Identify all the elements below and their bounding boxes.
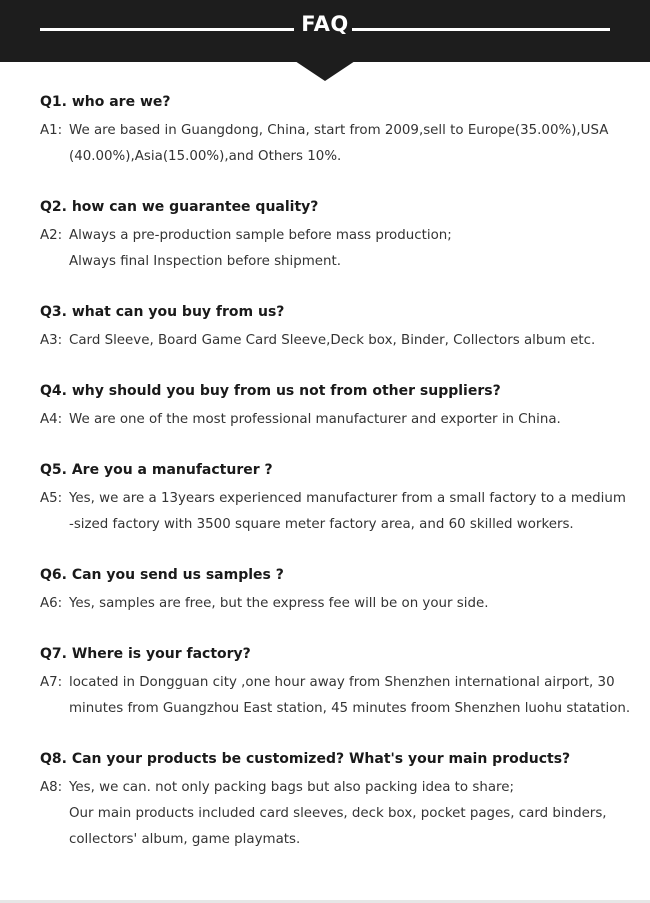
faq-answer-label: A6: [40, 596, 63, 611]
faq-answer [40, 328, 630, 354]
faq-answer-label: A3: [40, 333, 63, 348]
faq-answer [40, 775, 630, 853]
faq-question: Q2. how can we guarantee quality? [40, 199, 319, 215]
faq-item [40, 92, 630, 170]
faq-answer-line: Yes, we can. not only packing bags but also packing idea to share; [69, 780, 515, 795]
faq-answer-label: A8: [40, 780, 63, 795]
faq-answer-line: collectors' album, game playmats. [69, 832, 301, 847]
faq-item [40, 565, 630, 617]
faq-answer [40, 486, 630, 538]
faq-item [40, 302, 630, 354]
faq-answer-line: Yes, we are a 13years experienced manufacturer from a small factory to a medium [69, 491, 626, 506]
faq-answer [40, 591, 630, 617]
faq-answer [40, 670, 630, 722]
faq-item [40, 381, 630, 433]
faq-item [40, 644, 630, 722]
header-notch [295, 61, 355, 81]
faq-item [40, 197, 630, 275]
faq-answer-line: -sized factory with 3500 square meter factory area, and 60 skilled workers. [69, 517, 574, 532]
faq-question: Q6. Can you send us samples ? [40, 567, 284, 583]
faq-answer-line: Always a pre-production sample before mass production; [69, 228, 452, 243]
faq-answer-label: A4: [40, 412, 63, 427]
faq-answer-line: We are one of the most professional manufacturer and exporter in China. [69, 412, 561, 427]
faq-answer-line: Card Sleeve, Board Game Card Sleeve,Deck box, Binder, Collectors album etc. [69, 333, 596, 348]
faq-answer-line: (40.00%),Asia(15.00%),and Others 10%. [69, 149, 342, 164]
faq-question: Q3. what can you buy from us? [40, 304, 285, 320]
faq-question: Q7. Where is your factory? [40, 646, 251, 662]
faq-question: Q5. Are you a manufacturer ? [40, 462, 273, 478]
faq-answer-line: Yes, samples are free, but the express fee will be on your side. [69, 596, 489, 611]
faq-answer-line: located in Dongguan city ,one hour away from Shenzhen international airport, 30 [69, 675, 615, 690]
faq-answer [40, 407, 630, 433]
faq-answer-label: A7: [40, 675, 63, 690]
page-title: FAQ [301, 12, 349, 36]
faq-item [40, 749, 630, 853]
faq-answer [40, 223, 630, 275]
faq-question: Q1. who are we? [40, 94, 171, 110]
faq-answer-line: Our main products included card sleeves, deck box, pocket pages, card binders, [69, 806, 607, 821]
faq-item [40, 460, 630, 538]
faq-answer [40, 118, 630, 170]
faq-list [40, 92, 630, 880]
faq-answer-line: minutes from Guangzhou East station, 45 minutes froom Shenzhen luohu statation. [69, 701, 631, 716]
faq-answer-label: A5: [40, 491, 63, 506]
header-divider-left [40, 28, 294, 31]
faq-header [0, 0, 650, 62]
faq-answer-line: We are based in Guangdong, China, start from 2009,sell to Europe(35.00%),USA [69, 123, 609, 138]
faq-question: Q8. Can your products be customized? What's your main products? [40, 751, 571, 767]
header-divider-right [352, 28, 610, 31]
faq-answer-label: A2: [40, 228, 63, 243]
faq-question: Q4. why should you buy from us not from other suppliers? [40, 383, 501, 399]
faq-answer-line: Always final Inspection before shipment. [69, 254, 342, 269]
faq-answer-label: A1: [40, 123, 63, 138]
